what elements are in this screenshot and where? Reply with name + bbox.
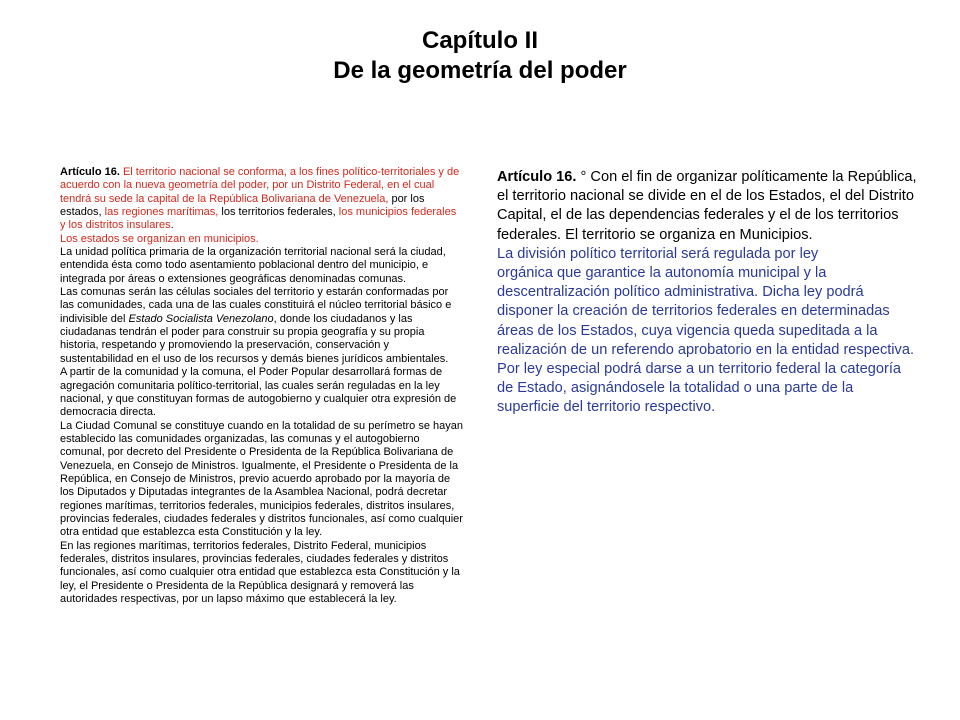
left-p4-text-b: , donde los ciudadanos y las ciudadanas tendrán el poder para construir su propia geografía y su propia historia, respetando y promoviendo la preservación, conservación y sustentabilidad en el uso de los recursos y demás bienes jurídicos ambientales. — [60, 312, 449, 365]
left-paragraph-6: La Ciudad Comunal se constituye cuando en la totalidad de su perímetro se hayan establecido las comunidades organizadas, las comunas y el autogobierno comunal, por decreto del Presidente o Presidenta de la República Bolivariana de Venezuela, en Consejo de Ministros. Igualmente, el Presidente o Presidenta de la República, en Consejo de Ministros, previo acuerdo aprobado por la mayoría de los Diputados y Diputadas integrantes de la Asamblea Nacional, podrá decretar regiones marítimas, territorios federales, municipios federales, distritos insulares, provincias federales, ciudades federales y distritos funcionales, así como cualquier otra entidad que establezca esta Constitución y la ley. — [60, 419, 463, 539]
left-paragraph-7: En las regiones marítimas, territorios federales, Distrito Federal, municipios federales, distritos insulares, provincias federales, ciudades federales y distritos funcionales, así como cualquier otra entidad que establezca esta Constitución y la ley, el Presidente o Presidenta de la República designará y removerá las autoridades respectivas, por un lapso máximo que establecerá la ley. — [60, 539, 460, 605]
left-paragraph-3: La unidad política primaria de la organización territorial nacional será la ciudad, entendida ésta como todo asentamiento poblacional dentro del municipio, e integrada por áreas o extensiones geográficas denominadas comunas. — [60, 246, 446, 285]
left-paragraph-2: Los estados se organizan en municipios. — [60, 232, 259, 245]
left-paragraph-4 — [60, 286, 463, 366]
chapter-number: Capítulo II — [422, 27, 538, 54]
left-p1-black-c: . — [170, 219, 174, 232]
left-article-label: Artículo 16. — [60, 166, 120, 178]
left-p1-black-b: los territorios federales, — [218, 206, 336, 219]
original-article-column — [497, 168, 917, 418]
left-p4-text-a: Las comunas serán las células sociales del territorio y estarán conformadas por las comunidades, cada una de las cuales constituirá el núcleo territorial básico e indivisible del — [60, 286, 452, 325]
left-p1-black-a: por los estados, — [60, 192, 425, 219]
left-p1-red-c: los municipios federales y los distritos insulares — [60, 206, 457, 232]
right-paragraph-1 — [497, 168, 917, 245]
left-p1-red-a: El territorio nacional se conforma, a los fines político-territoriales y de acuerdo con la nueva geometría del poder, por un Distrito Federal, en el cual tendrá su sede la capital de la República Bolivariana de Venezuela, — [60, 166, 460, 205]
right-p1-text: ° Con el fin de organizar políticamente la República, el territorio nacional se divide en el de los Estados, el del Distrito Capital, el de las dependencias federales y el de los territorios federales. El territorio se organiza en Municipios. — [497, 169, 917, 243]
right-article-label: Artículo 16. — [497, 169, 577, 185]
right-paragraph-2: La división político territorial será regulada por ley — [497, 245, 819, 262]
left-paragraph-5: A partir de la comunidad y la comuna, el Poder Popular desarrollará formas de agregación comunitaria político-territorial, las cuales serán reguladas en la ley nacional, y que constituyan formas de autogobierno y cualquier otra expresión de democracia directa. — [60, 366, 457, 419]
proposed-article-column — [60, 166, 463, 606]
right-paragraph-3: orgánica que garantice la autonomía municipal y la descentralización político administrativa. Dicha ley podrá disponer la creación de territorios federales en determinadas áreas de los Estados, cuya vigencia queda supeditada a la realización de un referendo aprobatorio en la entidad respectiva. Por ley especial podrá darse a un territorio federal la categoría de Estado, asignándosele la totalidad o una parte de la superficie del territorio respectivo. — [497, 265, 915, 416]
chapter-title — [0, 26, 960, 86]
left-p4-italic: Estado Socialista Venezolano — [128, 312, 274, 325]
left-p1-red-b: las regiones marítimas, — [101, 206, 219, 219]
left-paragraph-1 — [60, 166, 463, 233]
chapter-subtitle: De la geometría del poder — [333, 57, 627, 84]
